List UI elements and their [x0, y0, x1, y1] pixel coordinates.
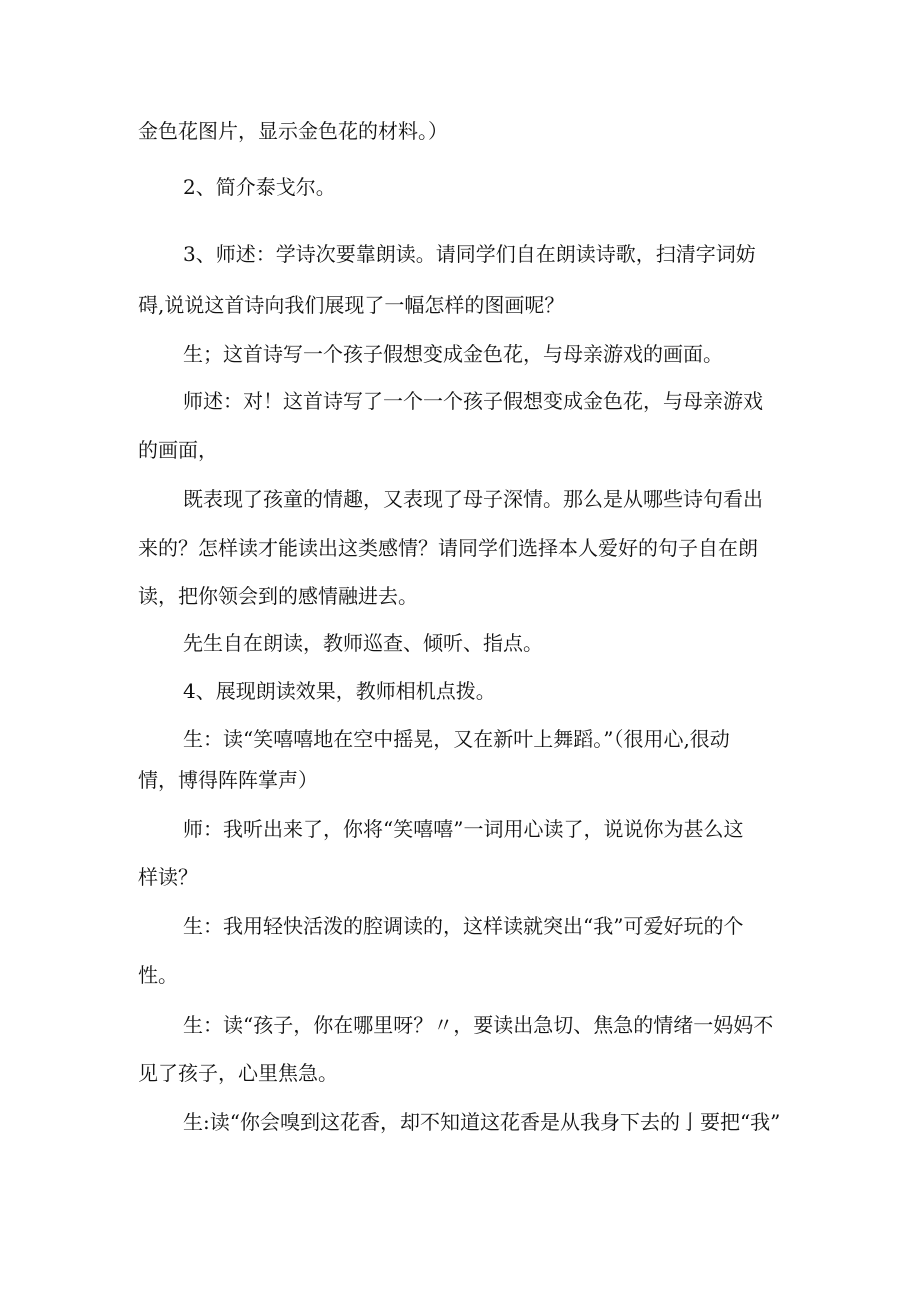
text-line-14: 情，博得阵阵掌声） [138, 768, 318, 792]
text-line-12: 4、展现朗读效果，教师相机点拨。 [183, 679, 496, 703]
text-line-7: 的画面， [138, 438, 218, 462]
text-line-20: 见了孩子，心里焦急。 [138, 1061, 338, 1085]
text-line-9: 来的？怎样读才能读出这类感情？请同学们选择本人爱好的句子自在朗 [138, 536, 758, 560]
text-line-10: 读，把你领会到的感情融进去。 [138, 584, 418, 608]
text-line-13: 生：读“笑嘻嘻地在空中摇晃，又在新叶上舞蹈。”（很用心,很动 [183, 727, 730, 751]
text-line-8: 既表现了孩童的情趣，又表现了母子深情。那么是从哪些诗句看出 [183, 487, 763, 511]
text-line-17: 生：我用轻快活泼的腔调读的，这样读就突出“我”可爱好玩的个 [183, 914, 744, 938]
text-line-11: 先生自在朗读，教师巡查、倾听、指点。 [183, 631, 543, 655]
text-line-4: 碍,说说这首诗向我们展现了一幅怎样的图画呢？ [138, 293, 565, 317]
text-line-5: 生；这首诗写一个孩子假想变成金色花，与母亲游戏的画面。 [183, 342, 723, 366]
text-line-2: 2、简介泰戈尔。 [183, 175, 336, 199]
text-line-18: 性。 [138, 963, 178, 987]
text-line-16: 样读？ [138, 865, 198, 889]
text-line-19: 生：读“孩子，你在哪里呀？〃，要读出急切、焦急的情绪一妈妈不 [183, 1013, 774, 1037]
text-line-3: 3、师述：学诗次要靠朗读。请同学们自在朗读诗歌，扫清字词妨 [183, 242, 756, 266]
text-line-15: 师：我听出来了，你将“笑嘻嘻”一词用心读了，说说你为甚么这 [183, 817, 744, 841]
text-line-21: 生:读“你会嗅到这花香，却不知道这花香是从我身下去的亅要把“我” [183, 1110, 781, 1134]
text-line-1: 金色花图片，显示金色花的材料。） [138, 119, 448, 143]
text-line-6: 师述：对！这首诗写了一个一个孩子假想变成金色花，与母亲游戏 [183, 389, 763, 413]
